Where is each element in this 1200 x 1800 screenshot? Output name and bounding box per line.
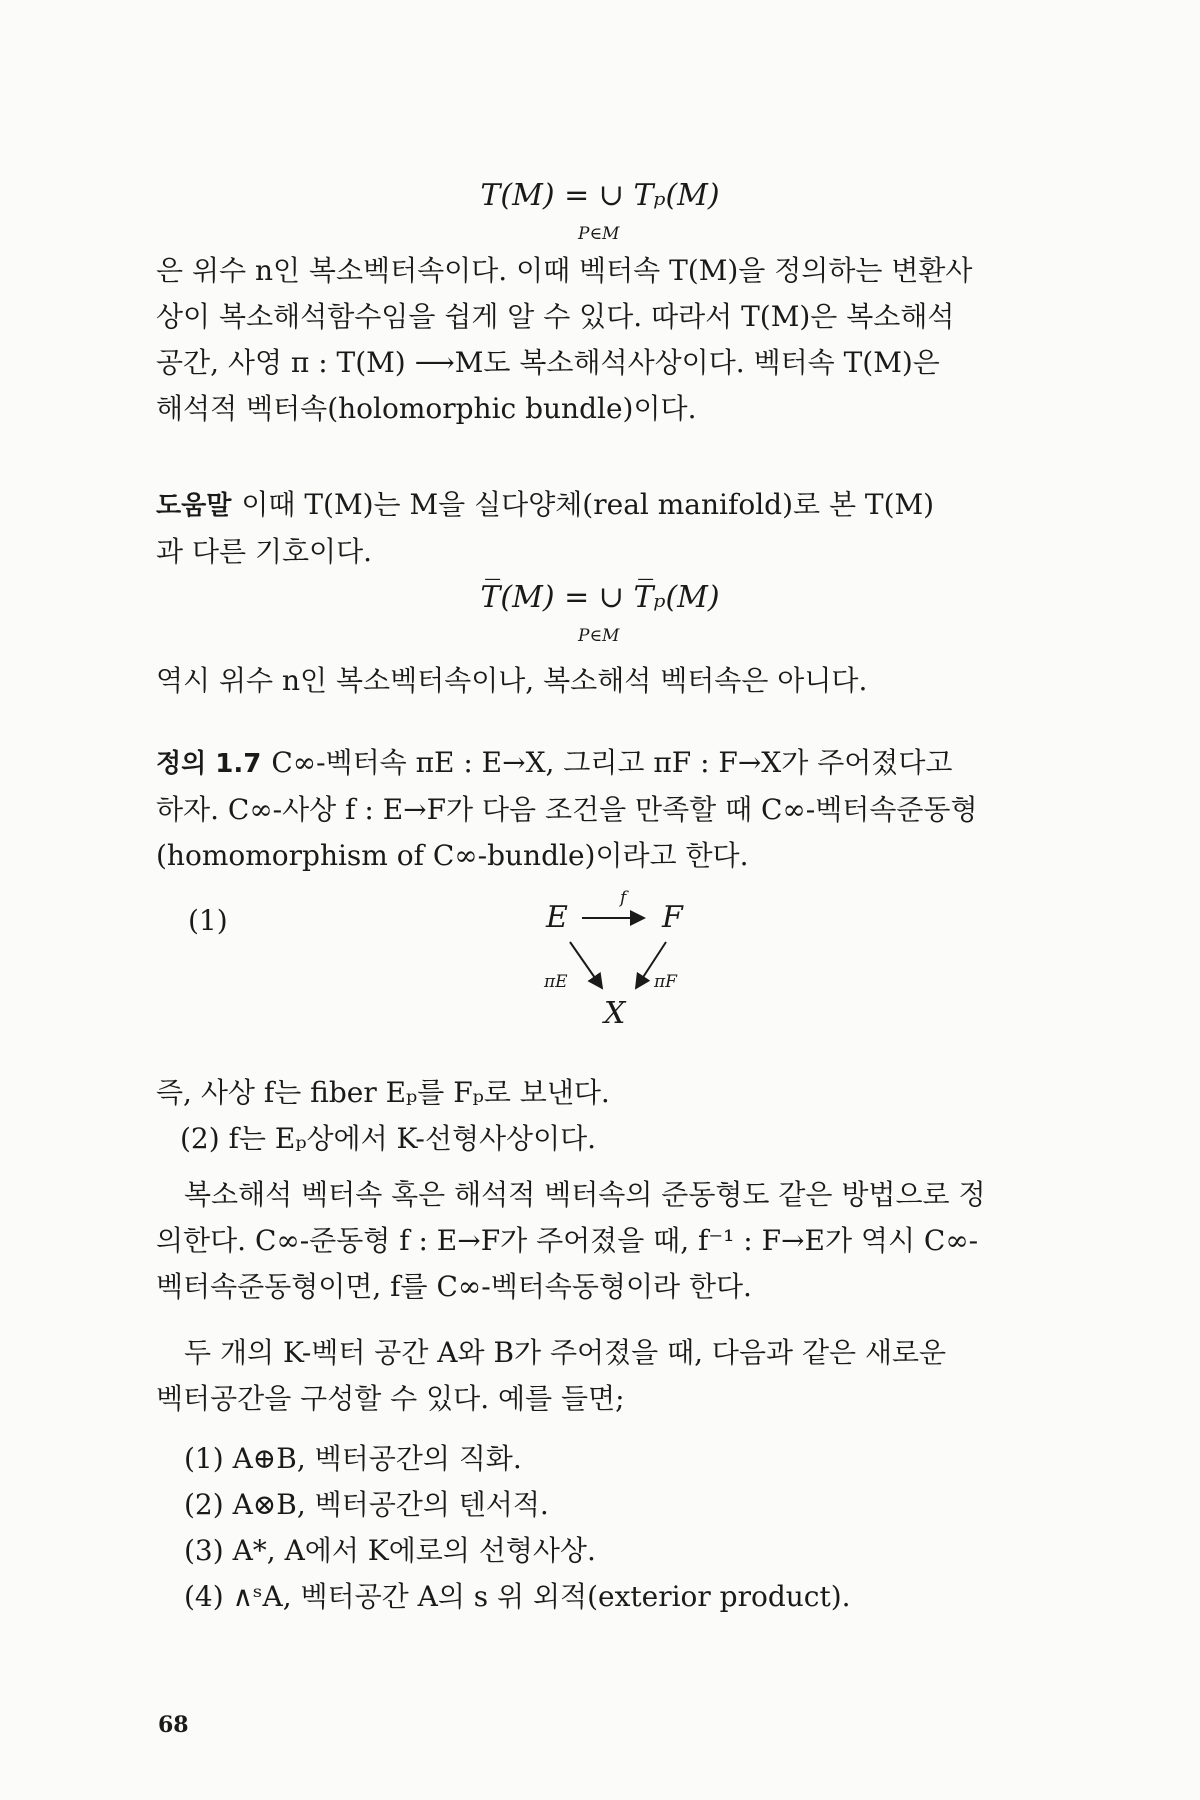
text-line: 과 다른 기호이다. — [156, 535, 373, 568]
remark-label: 도움말 — [156, 491, 232, 521]
text-line: 벡터공간을 구성할 수 있다. 예를 들면; — [156, 1382, 625, 1415]
equation-subscript: P∈M — [578, 626, 620, 646]
text-line: 공간, 사영 π : T(M) ⟶M도 복소해석사상이다. 벡터속 T(M)은 — [156, 346, 940, 379]
map-label-piF: πF — [654, 972, 677, 992]
text-line: (homomorphism of C∞-bundle)이라고 한다. — [156, 839, 749, 872]
list-item: (4) ∧ˢA, 벡터공간 A의 s 위 외적(exterior product). — [184, 1580, 851, 1613]
text-line: 이때 T(M)는 M을 실다양체(real manifold)로 본 T(M) — [241, 488, 935, 521]
equation-subscript: P∈M — [578, 224, 620, 244]
equation-main: T̅(M) = ∪ T̅ₚ(M) — [480, 580, 720, 615]
paragraph-4 — [156, 1330, 1046, 1422]
map-label-piE: πE — [544, 972, 568, 992]
text-line: 복소해석 벡터속 혹은 해석적 벡터속의 준동형도 같은 방법으로 정 — [184, 1178, 986, 1211]
node-F: F — [662, 900, 683, 935]
text-line: 벡터속준동형이면, f를 C∞-벡터속동형이라 한다. — [156, 1270, 752, 1303]
text-line: 해석적 벡터속(holomorphic bundle)이다. — [156, 392, 697, 425]
text-line: 즉, 사상 f는 fiber Eₚ를 Fₚ로 보낸다. — [156, 1076, 610, 1109]
text-line: (2) f는 Eₚ상에서 K-선형사상이다. — [180, 1122, 597, 1155]
node-E: E — [546, 900, 568, 935]
list-item: (2) A⊗B, 벡터공간의 텐서적. — [184, 1488, 549, 1521]
map-label-f: f — [620, 888, 627, 908]
arrow-piF — [636, 942, 666, 988]
construction-list — [184, 1436, 1074, 1620]
list-item: (3) A*, A에서 K에로의 선형사상. — [184, 1534, 596, 1567]
arrow-piE — [570, 942, 602, 988]
page-number: 68 — [158, 1712, 189, 1738]
definition-label: 정의 1.7 — [156, 749, 262, 779]
equation-main: T(M) = ∪ Tₚ(M) — [480, 178, 720, 213]
text-line: C∞-벡터속 πE : E→X, 그리고 πF : F→X가 주어졌다고 — [271, 746, 953, 779]
conditions — [156, 1070, 1046, 1162]
paragraph-3 — [156, 1172, 1046, 1310]
list-item: (1) A⊕B, 벡터공간의 직화. — [184, 1442, 522, 1475]
node-X: X — [604, 996, 626, 1031]
condition-number: (1) — [188, 904, 228, 937]
text-line: 의한다. C∞-준동형 f : E→F가 주어졌을 때, f⁻¹ : F→E가 역시 C∞- — [156, 1224, 979, 1257]
text-line: 은 위수 n인 복소벡터속이다. 이때 벡터속 T(M)을 정의하는 변환사 — [156, 254, 973, 287]
text-line: 두 개의 K-벡터 공간 A와 B가 주어졌을 때, 다음과 같은 새로운 — [184, 1336, 947, 1369]
text-line: 하자. C∞-사상 f : E→F가 다음 조건을 만족할 때 C∞-벡터속준동형 — [156, 793, 978, 826]
text-line: 역시 위수 n인 복소벡터속이나, 복소해석 벡터속은 아니다. — [156, 664, 868, 697]
text-line: 상이 복소해석함수임을 쉽게 알 수 있다. 따라서 T(M)은 복소해석 — [156, 300, 955, 333]
